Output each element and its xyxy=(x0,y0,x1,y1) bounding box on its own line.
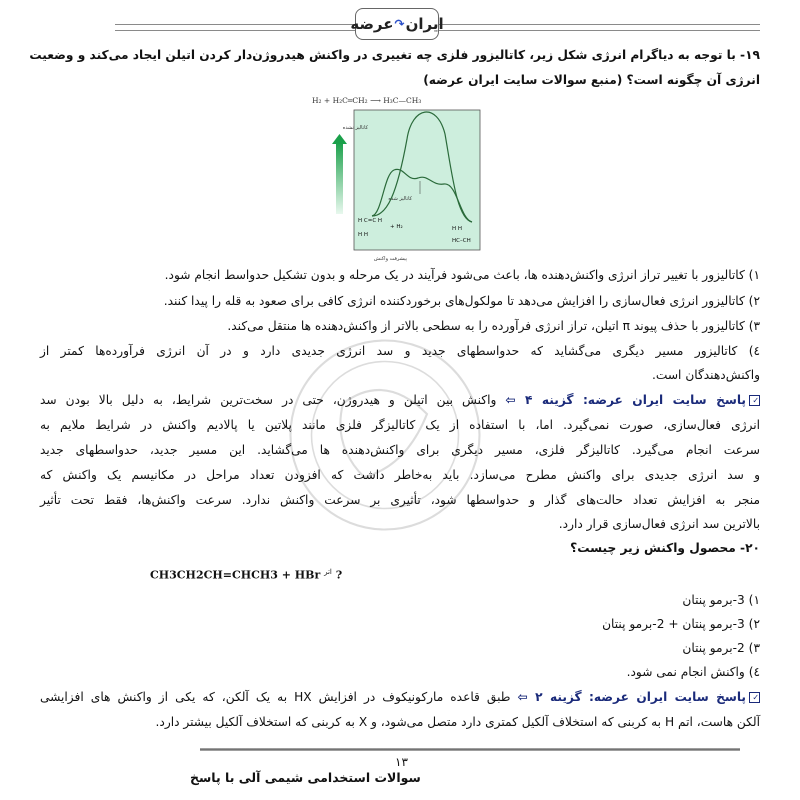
page-number: ۱۳ xyxy=(395,755,408,769)
q20-question: ۲۰- محصول واکنش زیر چیست؟ xyxy=(570,541,760,555)
label-catalyzed: کاتالیز شده xyxy=(388,196,412,202)
q19-option-2: ۲) کاتالیزور انرژی فعال‌سازی را افزایش می‌دهد تا مولکول‌های برخوردکننده انرژی کافی برای صعود به قله را پیدا کنند. xyxy=(163,294,760,308)
q19-question-line2: انرژی آن چگونه است؟ (منبع سوالات سایت ایران عرضه) xyxy=(423,73,760,87)
q20-answer-text: طبق قاعده مارکونیکوف در افزایش HX به یک آلکن، که یکی از واکنش های افزایشی xyxy=(40,690,511,704)
logo-arrow-icon: ↷ xyxy=(394,17,405,31)
svg-text:H H: H H xyxy=(358,232,369,238)
q20-option-3: ۳) 2-برمو پنتان xyxy=(682,641,760,655)
svg-text:HC–CH: HC–CH xyxy=(452,238,471,244)
q20-option-4: ٤) واکنش انجام نمی شود. xyxy=(626,665,760,679)
q19-question-line1: ۱۹- با توجه به دیاگرام انرژی شکل زیر، کاتالیزور فلزی چه تغییری در واکنش هیدروژن‌دار کردن اتیلن ایجاد می‌کند و وضعیت xyxy=(29,48,760,62)
reactant-molecule: H C=C H xyxy=(358,218,383,224)
logo-text-arze: عرضه xyxy=(350,15,394,33)
formula-condition: اتر xyxy=(324,568,332,576)
reactant-h2: + H₂ xyxy=(390,224,403,230)
energy-axis-arrowhead xyxy=(332,134,347,144)
product-molecule: H H xyxy=(452,226,463,232)
energy-diagram xyxy=(312,94,492,264)
diagram-equation: H₂ + H₂C═CH₂ ⟶ H₃C—CH₃ xyxy=(312,96,422,105)
q20-option-1: ۱) 3-برمو پنتان xyxy=(682,593,760,607)
q20-answer-line2: آلکن هاست، اتم H به کربنی که استخلاف آلکیل کمتری دارد متصل می‌شود، و X به کربنی که استخلاف آلکیل بیشتر دارد. xyxy=(155,715,760,729)
energy-axis-bar xyxy=(336,142,343,214)
q19-answer-line3: سرعت انجام می‌گیرد. کاتالیزگر فلزی، مسیر دیگری برای واکنش‌دهنده ها می‌گشاید. این مسیر جدید، حدواسطهای جدید xyxy=(40,443,760,457)
q19-answer-line6: بالاترین سد انرژی فعال‌سازی قرار دارد. xyxy=(558,517,760,531)
q19-answer-line4: و سد انرژی جدیدی برای واکنش مطرح می‌سازد. باید به‌خاطر داشت که افزودن تعداد مراحل در مکانیسم یک واکنش که xyxy=(40,468,760,482)
q20-answer-label: پاسخ سایت ایران عرضه: گزینه ۲ ⇦ xyxy=(517,690,747,704)
q20-formula xyxy=(150,568,342,582)
formula-product: ? xyxy=(335,568,343,582)
q19-answer-line5: منجر به افزایش تعداد حالت‌های گذار و حدواسطها شود، تأثیری بر سرعت واکنش ندارد. سرعت واکنش‌ها، فقط تحت تأثیر xyxy=(40,493,760,507)
label-uncatalyzed: کاتالیز نشده xyxy=(342,125,368,131)
site-logo xyxy=(350,8,444,40)
q19-answer-line1 xyxy=(40,393,760,407)
q19-option-4: ٤) کاتالیزور مسیر دیگری می‌گشاید که حدواسطهای جدید و سد انرژی جدیدی دارد و در آن انرژی فرآورده‌ها کمتر از xyxy=(40,344,760,358)
q19-answer-line2: انرژی فعال‌سازی، صورت نمی‌گیرد. اما، با استفاده از یک کاتالیزگر فلزی مانند پلاتین یا پالادیم واکنش در شرایط ملایم به xyxy=(40,418,760,432)
q19-answer-text: واکنش بین اتیلن و هیدروژن، حتی در سخت‌ترین شرایط، به دلیل بالا بودن سد xyxy=(40,393,497,407)
q19-option-3: ۳) کاتالیزور با حذف پیوند π اتیلن، تراز انرژی فرآورده را به سطحی بالاتر از واکنش‌دهنده ها منتقل می‌کند. xyxy=(227,319,760,333)
q19-option-1: ۱) کاتالیزور با تغییر تراز انرژی واکنش‌دهنده ها، باعث می‌شود فرآیند در یک مرحله و بدون تشکیل حدواسط انجام شود. xyxy=(164,268,760,282)
watermark-logo xyxy=(280,330,490,540)
formula-text: CH3CH2CH=CHCH3 + HBr xyxy=(150,568,321,582)
footer-title: سوالات استخدامی شیمی آلی با پاسخ xyxy=(190,770,421,785)
logo-text-iran: ایران xyxy=(405,15,444,33)
footer-divider xyxy=(200,748,740,751)
q19-option-4-cont: واکنش‌دهندگان است. xyxy=(652,368,760,382)
q20-answer-line1 xyxy=(40,690,760,704)
checkbox-icon: ✓ xyxy=(749,692,760,703)
q20-option-2: ۲) 3-برمو پنتان + 2-برمو پنتان xyxy=(602,617,760,631)
q19-answer-label: پاسخ سایت ایران عرضه: گزینه ۴ ⇦ xyxy=(505,393,747,407)
x-axis-label: پیشرفت واکنش xyxy=(373,256,407,262)
checkbox-icon: ✓ xyxy=(749,395,760,406)
